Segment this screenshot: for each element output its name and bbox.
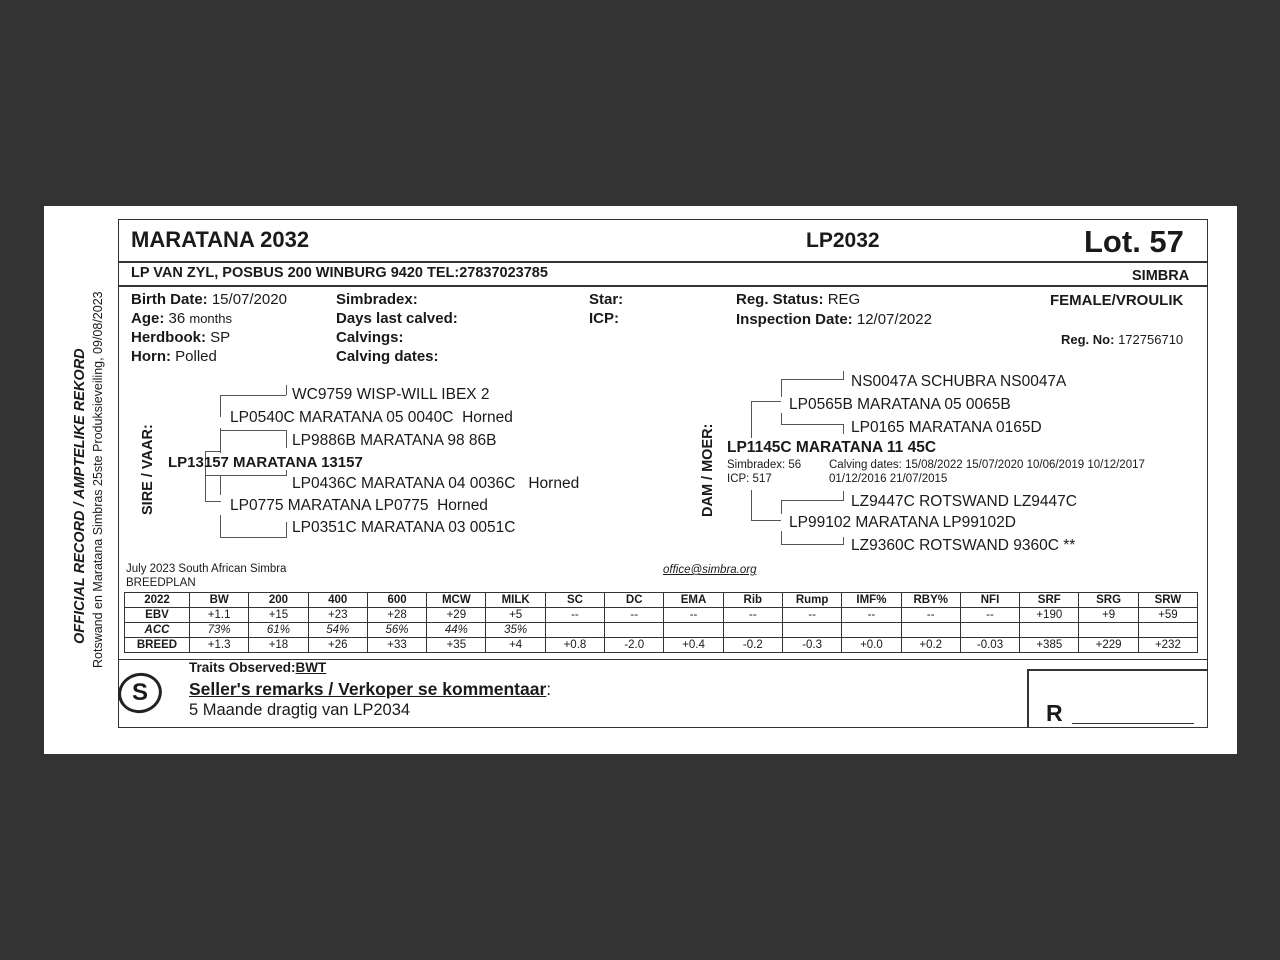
- sire-dam-row: [230, 497, 488, 515]
- sire-tree-line: [205, 501, 221, 502]
- horn-label: Horn:: [131, 348, 171, 365]
- ebv-source-line1: July 2023 South African Simbra: [126, 563, 287, 575]
- ebv-cell: 200: [249, 593, 308, 608]
- ebv-cell: 56%: [367, 623, 426, 638]
- ebv-row-label: EBV: [125, 608, 190, 623]
- dam-tree-line: [843, 537, 844, 545]
- sire-label: SIRE / VAAR:: [140, 424, 156, 515]
- ebv-cell: Rib: [723, 593, 782, 608]
- herdbook-label: Herdbook:: [131, 329, 206, 346]
- ebv-cell: +28: [367, 608, 426, 623]
- ebv-cell: RBY%: [901, 593, 960, 608]
- ebv-cell: -0.03: [960, 638, 1019, 653]
- ebv-cell: --: [664, 608, 723, 623]
- ebv-cell: [664, 623, 723, 638]
- ebv-cell: Rump: [782, 593, 841, 608]
- ebv-cell: [1079, 623, 1138, 638]
- ebv-cell: 600: [367, 593, 426, 608]
- ebv-cell: EMA: [664, 593, 723, 608]
- sire-dam-sire-row: [292, 475, 579, 493]
- sire-sire-horn: Horned: [462, 409, 513, 426]
- ebv-cell: --: [842, 608, 901, 623]
- ebv-row: [125, 608, 1198, 623]
- calvings-label: Calvings:: [336, 329, 404, 346]
- dam-dam-dam: LZ9360C ROTSWAND 9360C **: [851, 537, 1076, 554]
- dam-tree-line: [781, 379, 782, 397]
- sire-tree-line: [220, 475, 221, 495]
- sire-tree-line: [220, 475, 286, 476]
- dam-tree-line: [751, 401, 781, 402]
- traits-label: Traits Observed:: [189, 660, 296, 675]
- dam-tree-line: [781, 424, 843, 425]
- price-label: R: [1046, 700, 1063, 726]
- header-divider: [118, 261, 1208, 263]
- dam-sire-sire: NS0047A SCHUBRA NS0047A: [851, 373, 1067, 390]
- remarks-title-row: [189, 679, 551, 700]
- ebv-cell: SRW: [1138, 593, 1197, 608]
- traits-value: BWT: [295, 660, 327, 675]
- reg-status-row: [736, 291, 860, 308]
- sire-tree-line: [286, 522, 287, 538]
- ebv-row-label: 2022: [125, 593, 190, 608]
- sire-sire-dam: LP9886B MARATANA 98 86B: [292, 432, 497, 449]
- dam-dam-sire: LZ9447C ROTSWAND LZ9447C: [851, 493, 1077, 510]
- ebv-cell: +1.3: [190, 638, 249, 653]
- owner-divider: [118, 285, 1208, 287]
- ebv-table: [124, 592, 1198, 653]
- inspection-row: [736, 311, 932, 328]
- sire-tree-line: [220, 395, 286, 396]
- age-value: 36: [168, 310, 186, 327]
- reg-status-value: REG: [827, 291, 861, 308]
- ebv-cell: --: [960, 608, 1019, 623]
- ebv-cell: [545, 623, 604, 638]
- sire-dam-sire: LP0436C MARATANA 04 0036C: [292, 475, 516, 492]
- ebv-cell: +1.1: [190, 608, 249, 623]
- ebv-row-label: BREED: [125, 638, 190, 653]
- seller-logo-letter: S: [131, 679, 149, 707]
- sire-sire-sire: WC9759 WISP-WILL IBEX 2: [292, 386, 490, 403]
- ebv-cell: +0.2: [901, 638, 960, 653]
- reg-no-row: [1061, 332, 1183, 347]
- herdbook-row: [131, 329, 230, 346]
- dam-tree-line: [843, 491, 844, 501]
- ebv-cell: [1138, 623, 1197, 638]
- ebv-cell: NFI: [960, 593, 1019, 608]
- dam-label: DAM / MOER:: [700, 423, 716, 517]
- ebv-cell: [605, 623, 664, 638]
- ebv-cell: +4: [486, 638, 545, 653]
- dam-tree-line: [781, 544, 843, 545]
- sire-tree-line: [205, 475, 206, 501]
- dam-sire-dam: LP0165 MARATANA 0165D: [851, 419, 1042, 436]
- ebv-cell: 73%: [190, 623, 249, 638]
- ebv-cell: 400: [308, 593, 367, 608]
- herdbook-value: SP: [210, 329, 231, 346]
- ebv-header-row: [125, 593, 1198, 608]
- ebv-cell: [901, 623, 960, 638]
- ebv-cell: +26: [308, 638, 367, 653]
- dam-tree-line: [843, 371, 844, 380]
- sex-label: FEMALE/VROULIK: [1050, 292, 1184, 309]
- age-row: [131, 310, 232, 327]
- ebv-cell: +59: [1138, 608, 1197, 623]
- icp-label: ICP:: [589, 310, 619, 327]
- ebv-cell: IMF%: [842, 593, 901, 608]
- dam-name: LP1145C MARATANA 11 45C: [727, 439, 937, 456]
- inspection-label: Inspection Date:: [736, 311, 853, 328]
- remarks-text: 5 Maande dragtig van LP2034: [189, 701, 411, 719]
- email-link[interactable]: office@simbra.org: [663, 564, 757, 576]
- breed-row: [125, 638, 1198, 653]
- ebv-cell: +35: [427, 638, 486, 653]
- ebv-cell: +229: [1079, 638, 1138, 653]
- dam-tree-line: [751, 401, 752, 438]
- ebv-cell: SRG: [1079, 593, 1138, 608]
- sire-dam-dam: LP0351C MARATANA 03 0051C: [292, 519, 516, 536]
- dam-tree-line: [781, 500, 843, 501]
- ebv-cell: +29: [427, 608, 486, 623]
- horn-value: Polled: [175, 348, 217, 365]
- ebv-cell: -0.2: [723, 638, 782, 653]
- dam-calving-dates-row: [829, 459, 1145, 471]
- dam-tree-line: [751, 520, 781, 521]
- dam-tree-line: [781, 531, 782, 545]
- ebv-cell: +33: [367, 638, 426, 653]
- ebv-cell: +190: [1020, 608, 1079, 623]
- ebv-row-label: ACC: [125, 623, 190, 638]
- dam-tree-line: [781, 500, 782, 514]
- sire-sire-row: [230, 409, 513, 427]
- ebv-cell: --: [605, 608, 664, 623]
- price-field-line[interactable]: [1072, 723, 1194, 724]
- age-label: Age:: [131, 310, 165, 327]
- birth-date-label: Birth Date:: [131, 291, 208, 308]
- sire-dam: LP0775 MARATANA LP0775: [230, 497, 429, 514]
- ebv-cell: [842, 623, 901, 638]
- ebv-cell: +0.8: [545, 638, 604, 653]
- ebv-cell: 54%: [308, 623, 367, 638]
- sire-tree-line: [220, 395, 221, 417]
- ebv-cell: --: [782, 608, 841, 623]
- remarks-title: Seller's remarks / Verkoper se kommentaar: [189, 679, 547, 699]
- ebv-cell: +23: [308, 608, 367, 623]
- ebv-cell: --: [723, 608, 782, 623]
- age-unit: months: [189, 311, 233, 326]
- ebv-cell: SRF: [1020, 593, 1079, 608]
- sire-dam-sire-horn: Horned: [528, 475, 580, 492]
- ebv-cell: +15: [249, 608, 308, 623]
- animal-id: LP2032: [806, 229, 880, 252]
- ebv-cell: +232: [1138, 638, 1197, 653]
- ebv-cell: 61%: [249, 623, 308, 638]
- auction-label: Rotswand en Maratana Simbras 25ste Produksieveiling, 09/08/2023: [91, 291, 105, 668]
- sire-tree-line: [205, 475, 221, 476]
- calving-dates-label: Calving dates:: [336, 348, 439, 365]
- ebv-cell: --: [545, 608, 604, 623]
- ebv-cell: +385: [1020, 638, 1079, 653]
- acc-row: [125, 623, 1198, 638]
- ebv-source-line2: BREEDPLAN: [126, 577, 196, 589]
- dam-calving-dates-2: 01/12/2016 21/07/2015: [829, 473, 948, 485]
- dam-dam: LP99102 MARATANA LP99102D: [789, 514, 1016, 531]
- ebv-cell: [960, 623, 1019, 638]
- ebv-cell: SC: [545, 593, 604, 608]
- dam-calving-dates-label: Calving dates:: [829, 459, 902, 471]
- reg-no-label: Reg. No:: [1061, 332, 1115, 347]
- sire-tree-line: [286, 385, 287, 395]
- sire-tree-line: [220, 537, 286, 538]
- ebv-cell: +18: [249, 638, 308, 653]
- ebv-cell: --: [901, 608, 960, 623]
- lot-number: Lot. 57: [1084, 224, 1184, 259]
- horn-row: [131, 348, 217, 365]
- sire-sire: LP0540C MARATANA 05 0040C: [230, 409, 454, 426]
- ebv-cell: 35%: [486, 623, 545, 638]
- ebv-cell: +9: [1079, 608, 1138, 623]
- ebv-cell: [782, 623, 841, 638]
- birth-date-row: [131, 291, 287, 308]
- animal-name: MARATANA 2032: [131, 227, 310, 252]
- simbradex-label: Simbradex:: [336, 291, 418, 308]
- reg-status-label: Reg. Status:: [736, 291, 824, 308]
- remarks-title-colon: :: [546, 679, 552, 699]
- ebv-cell: BW: [190, 593, 249, 608]
- dam-sire: LP0565B MARATANA 05 0065B: [789, 396, 1011, 413]
- ebv-cell: +5: [486, 608, 545, 623]
- inspection-value: 12/07/2022: [856, 311, 932, 328]
- price-box-left: [1027, 669, 1029, 728]
- breed-label: SIMBRA: [1132, 268, 1190, 284]
- price-box-top: [1027, 669, 1208, 671]
- sire-tree-line: [286, 430, 287, 448]
- traits-observed: [189, 660, 326, 675]
- dam-tree-line: [781, 379, 843, 380]
- ebv-cell: +0.0: [842, 638, 901, 653]
- birth-date-value: 15/07/2020: [211, 291, 287, 308]
- ebv-cell: +0.4: [664, 638, 723, 653]
- dam-simbradex: Simbradex: 56: [727, 459, 802, 471]
- sire-tree-line: [220, 430, 286, 431]
- ebv-cell: MCW: [427, 593, 486, 608]
- dam-icp: ICP: 517: [727, 473, 772, 485]
- sire-tree-line: [220, 428, 221, 453]
- dam-tree-line: [751, 490, 752, 520]
- sire-tree-line: [205, 451, 221, 452]
- owner-address: LP VAN ZYL, POSBUS 200 WINBURG 9420 TEL:27837023785: [131, 265, 548, 281]
- ebv-cell: DC: [605, 593, 664, 608]
- sire-dam-horn: Horned: [437, 497, 488, 514]
- dam-calving-dates-1: 15/08/2022 15/07/2020 10/06/2019 10/12/2017: [905, 459, 1145, 471]
- ebv-cell: [1020, 623, 1079, 638]
- sire-name: LP13157 MARATANA 13157: [168, 454, 363, 471]
- days-last-calved-label: Days last calved:: [336, 310, 458, 327]
- ebv-cell: MILK: [486, 593, 545, 608]
- ebv-cell: -2.0: [605, 638, 664, 653]
- sire-tree-line: [220, 515, 221, 537]
- dam-tree-line: [843, 424, 844, 434]
- ebv-cell: -0.3: [782, 638, 841, 653]
- ebv-cell: [723, 623, 782, 638]
- star-label: Star:: [589, 291, 624, 308]
- official-record-label: OFFICIAL RECORD / AMPTELIKE REKORD: [72, 348, 88, 644]
- ebv-cell: 44%: [427, 623, 486, 638]
- reg-no-value: 172756710: [1118, 332, 1184, 347]
